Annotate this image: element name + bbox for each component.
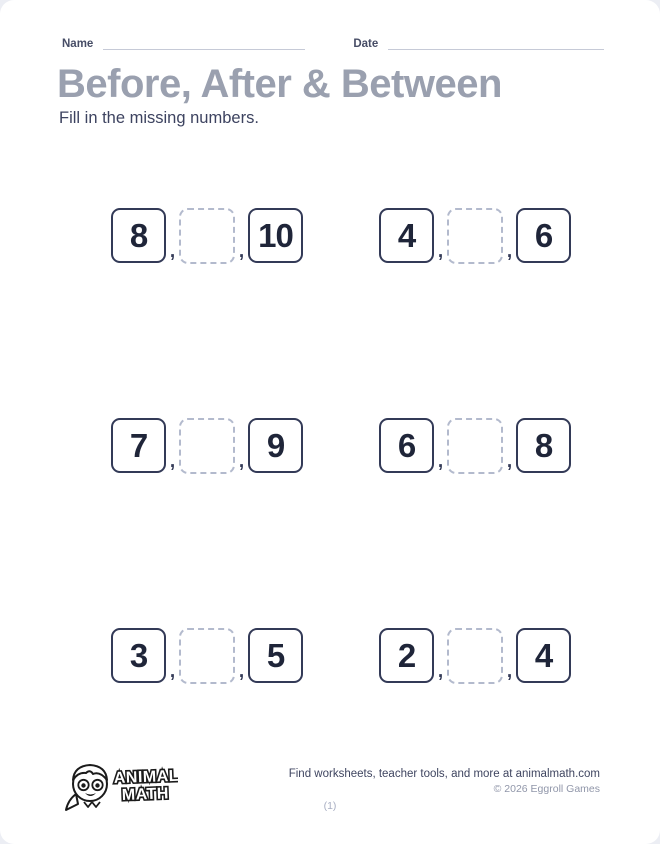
problem-cell-3 <box>111 418 303 474</box>
date-label: Date <box>353 37 379 50</box>
number-box-before <box>111 628 166 683</box>
comma-separator: , <box>238 451 245 472</box>
number-box-after <box>516 208 571 263</box>
before-number: 2 <box>397 637 416 674</box>
answer-blank[interactable] <box>179 208 235 264</box>
answer-blank[interactable] <box>447 208 503 264</box>
number-box-after <box>248 208 303 263</box>
number-box-before <box>379 418 434 473</box>
page-instructions: Fill in the missing numbers. <box>59 109 259 127</box>
number-box-before <box>379 628 434 683</box>
name-label: Name <box>62 37 94 50</box>
before-number: 7 <box>129 427 148 464</box>
after-number: 10 <box>258 217 293 254</box>
footer-find-text: Find worksheets, teacher tools, and more at animalmath.com <box>288 768 600 780</box>
answer-blank[interactable] <box>179 418 235 474</box>
number-box-before <box>111 418 166 473</box>
page-title: Before, After & Between <box>57 62 502 106</box>
after-number: 4 <box>534 637 553 674</box>
before-number: 8 <box>129 217 148 254</box>
date-field <box>353 36 604 50</box>
number-box-after <box>516 418 571 473</box>
before-number: 3 <box>129 637 148 674</box>
comma-separator: , <box>506 661 513 682</box>
answer-blank[interactable] <box>179 628 235 684</box>
logo-text-animal: ANIMAL <box>113 767 178 787</box>
number-box-before <box>379 208 434 263</box>
comma-separator: , <box>238 241 245 262</box>
comma-separator: , <box>437 451 444 472</box>
comma-separator: , <box>437 661 444 682</box>
before-number: 6 <box>397 427 416 464</box>
problem-cell-1 <box>111 208 303 264</box>
comma-separator: , <box>238 661 245 682</box>
comma-separator: , <box>169 451 176 472</box>
problem-cell-5 <box>111 628 303 684</box>
number-box-after <box>248 628 303 683</box>
answer-blank[interactable] <box>447 628 503 684</box>
page-number: (1) <box>323 800 337 812</box>
comma-separator: , <box>169 661 176 682</box>
number-box-after <box>248 418 303 473</box>
before-number: 4 <box>397 217 416 254</box>
comma-separator: , <box>169 241 176 262</box>
comma-separator: , <box>437 241 444 262</box>
problems-grid <box>111 208 571 684</box>
number-box-after <box>516 628 571 683</box>
comma-separator: , <box>506 241 513 262</box>
after-number: 6 <box>534 217 553 254</box>
after-number: 8 <box>534 427 553 464</box>
name-fill-line[interactable] <box>103 36 305 50</box>
header-fields <box>62 36 600 50</box>
after-number: 5 <box>266 637 285 674</box>
comma-separator: , <box>506 451 513 472</box>
footer-copyright: © 2026 Eggroll Games <box>493 783 600 795</box>
after-number: 9 <box>266 427 285 464</box>
date-fill-line[interactable] <box>388 36 604 50</box>
answer-blank[interactable] <box>447 418 503 474</box>
problem-cell-2 <box>379 208 571 264</box>
name-field <box>62 36 305 50</box>
problem-cell-4 <box>379 418 571 474</box>
logo-text-math: MATH <box>121 785 170 804</box>
problem-cell-6 <box>379 628 571 684</box>
number-box-before <box>111 208 166 263</box>
